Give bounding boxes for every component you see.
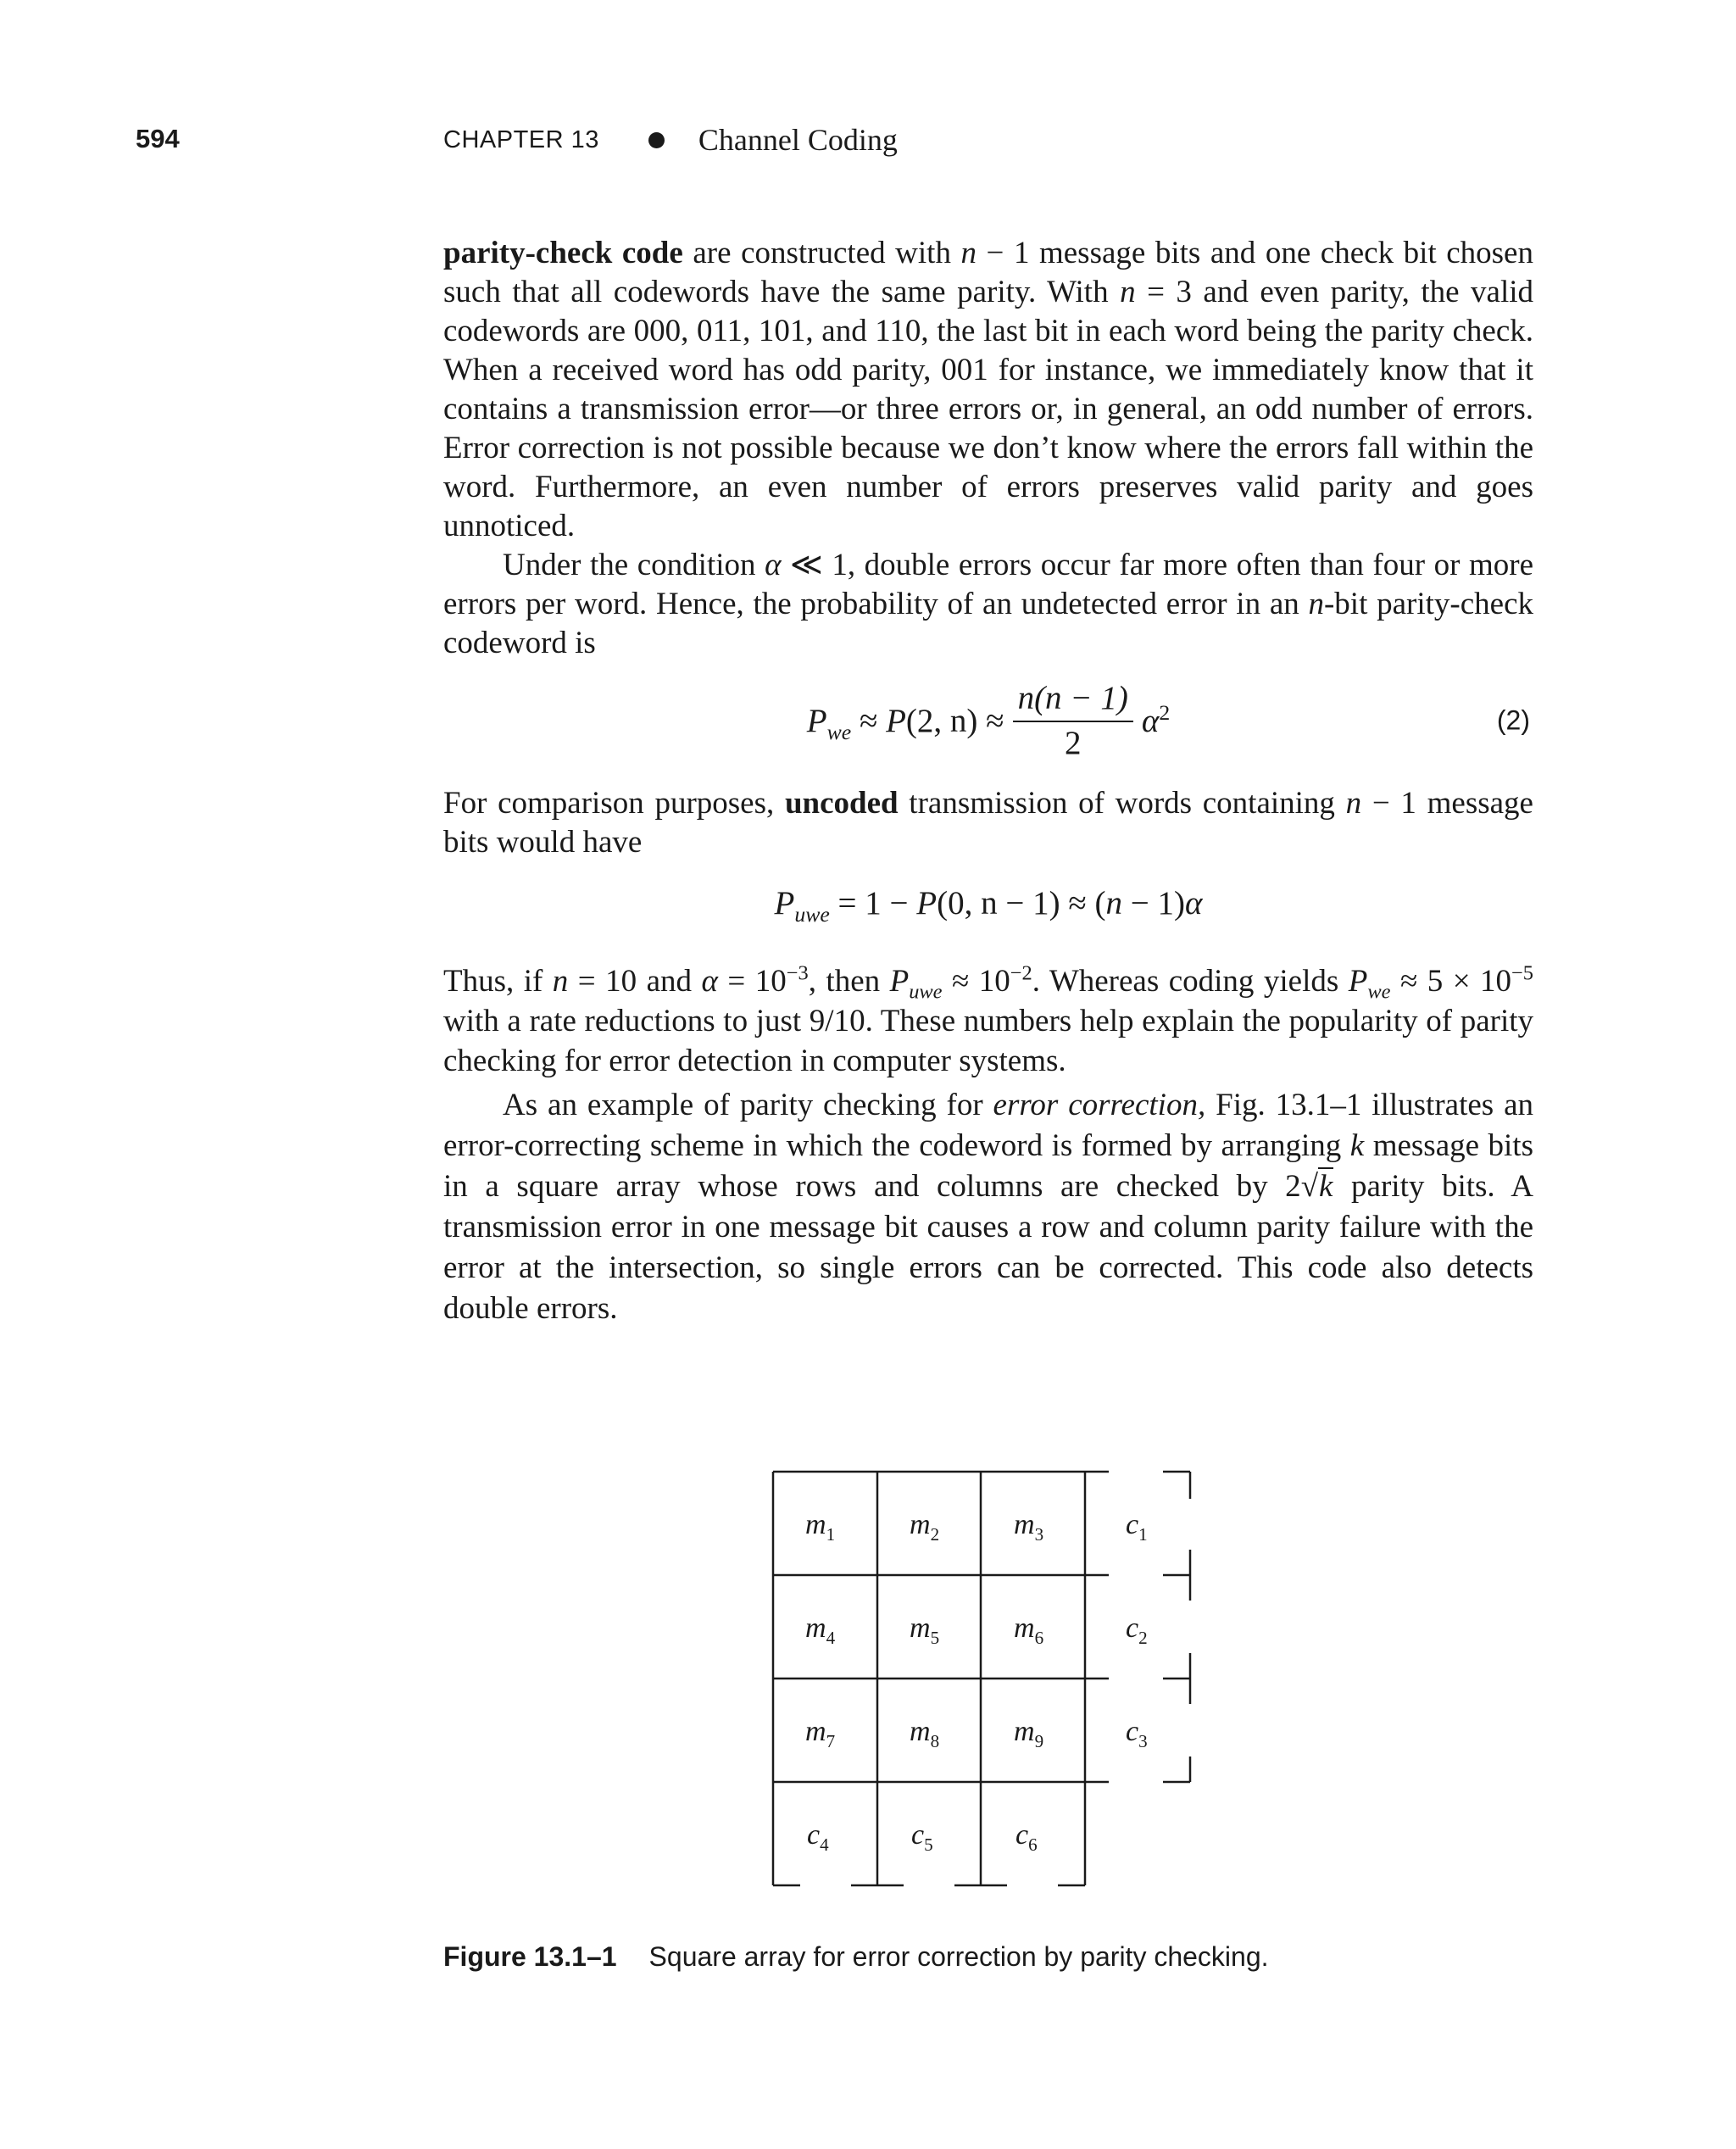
figure-caption — [443, 1941, 1269, 1973]
cell-c6: $c_6$ — [1015, 1819, 1038, 1855]
chapter-label: CHAPTER 13 — [443, 125, 599, 153]
paragraph-numeric-example: Thus, if n = 10 and $\alpha = 10^{-3}$, then $P_{uwe} \approx 10^{-2}$. Whereas coding yields $P_{we} \approx 5 \times 10^{-5}$ with a rate reductions to just 9/10. These numbers help explain the popularity of parity checking for error detection in computer systems. — [443, 961, 1533, 1078]
cell-m1: $m_1$ — [805, 1509, 836, 1545]
paragraph-parity-check-code: parity-check code are constructed with n − 1 message bits and one check bit chosen such that all codewords have the same parity. With n = 3 and even parity, the valid codewords are 000, 011, 101, and 110, the last bit in each word being the parity check. When a received word has odd parity, 001 for instance, we immediately know that it contains a transmission error—or three errors or, in general, an odd number of errors. Error correction is not possible because we don’t know where the errors fall within the word. Furthermore, an even number of errors preserves valid parity and goes unnoticed. — [443, 236, 1534, 543]
figure-square-array — [0, 1467, 1736, 1924]
bullet-icon — [648, 132, 665, 148]
term-uncoded: uncoded — [784, 786, 899, 821]
fraction — [1013, 679, 1133, 762]
paragraph-error-correction: As an example of parity checking for error correction, Fig. 13.1–1 illustrates an error-correcting scheme in which the codeword is formed by arranging k message bits in a square array whose rows and columns are checked by 2√k parity bits. A transmission error in one message bit causes a row and column parity failure with the error at the intersection, so single errors can be corrected. This code also detects double errors. — [443, 1088, 1533, 1326]
fraction-numerator: n(n − 1) — [1013, 679, 1133, 722]
fraction-denominator: 2 — [1064, 725, 1082, 761]
cell-c3: $c_3$ — [1126, 1716, 1148, 1751]
page-number: 594 — [136, 124, 180, 153]
running-head — [443, 122, 898, 158]
cell-m6: $m_6$ — [1014, 1612, 1044, 1648]
caption-text: Square array for error correction by parity checking. — [648, 1941, 1269, 1972]
cell-m7: $m_7$ — [805, 1716, 836, 1751]
chapter-title: Channel Coding — [698, 123, 898, 157]
equation-2: $P_{we} \approx P(2$, n) ≈ $\frac{n(n - 1)}{2}$ $\alpha^2$ (2) — [806, 680, 1530, 761]
cell-m2: $m_2$ — [910, 1509, 940, 1545]
emphasis-error-correction: error correction, — [993, 1088, 1206, 1122]
cell-m3: $m_3$ — [1014, 1509, 1044, 1545]
caption-label: Figure 13.1–1 — [443, 1941, 617, 1972]
parity-array-grid — [0, 1467, 1736, 1924]
cell-c4: $c_4$ — [807, 1819, 829, 1855]
equation-number: (2) — [1496, 704, 1530, 736]
cell-m9: $m_9$ — [1014, 1716, 1044, 1751]
paragraph-double-errors: Under the condition α ≪ 1, double errors occur far more often than four or more errors per word. Hence, the probability of an undetected error in an n-bit parity-check codeword is — [443, 548, 1533, 660]
paragraph-uncoded: For comparison purposes, uncoded transmission of words containing n − 1 message bits would have — [443, 786, 1533, 860]
cell-m5: $m_5$ — [910, 1612, 940, 1648]
cell-c5: $c_5$ — [911, 1819, 933, 1855]
cell-m4: $m_4$ — [805, 1612, 836, 1648]
cell-c1: $c_1$ — [1126, 1509, 1148, 1545]
sqrt-symbol: √ — [1300, 1169, 1318, 1204]
equation-uncoded: $P_{uwe} = 1 - P(0$, n − 1) ≈ (n − 1)α — [774, 884, 1203, 927]
cell-m8: $m_8$ — [910, 1716, 940, 1751]
cell-c2: $c_2$ — [1126, 1612, 1148, 1648]
term-parity-check-code: parity-check code — [443, 236, 683, 270]
